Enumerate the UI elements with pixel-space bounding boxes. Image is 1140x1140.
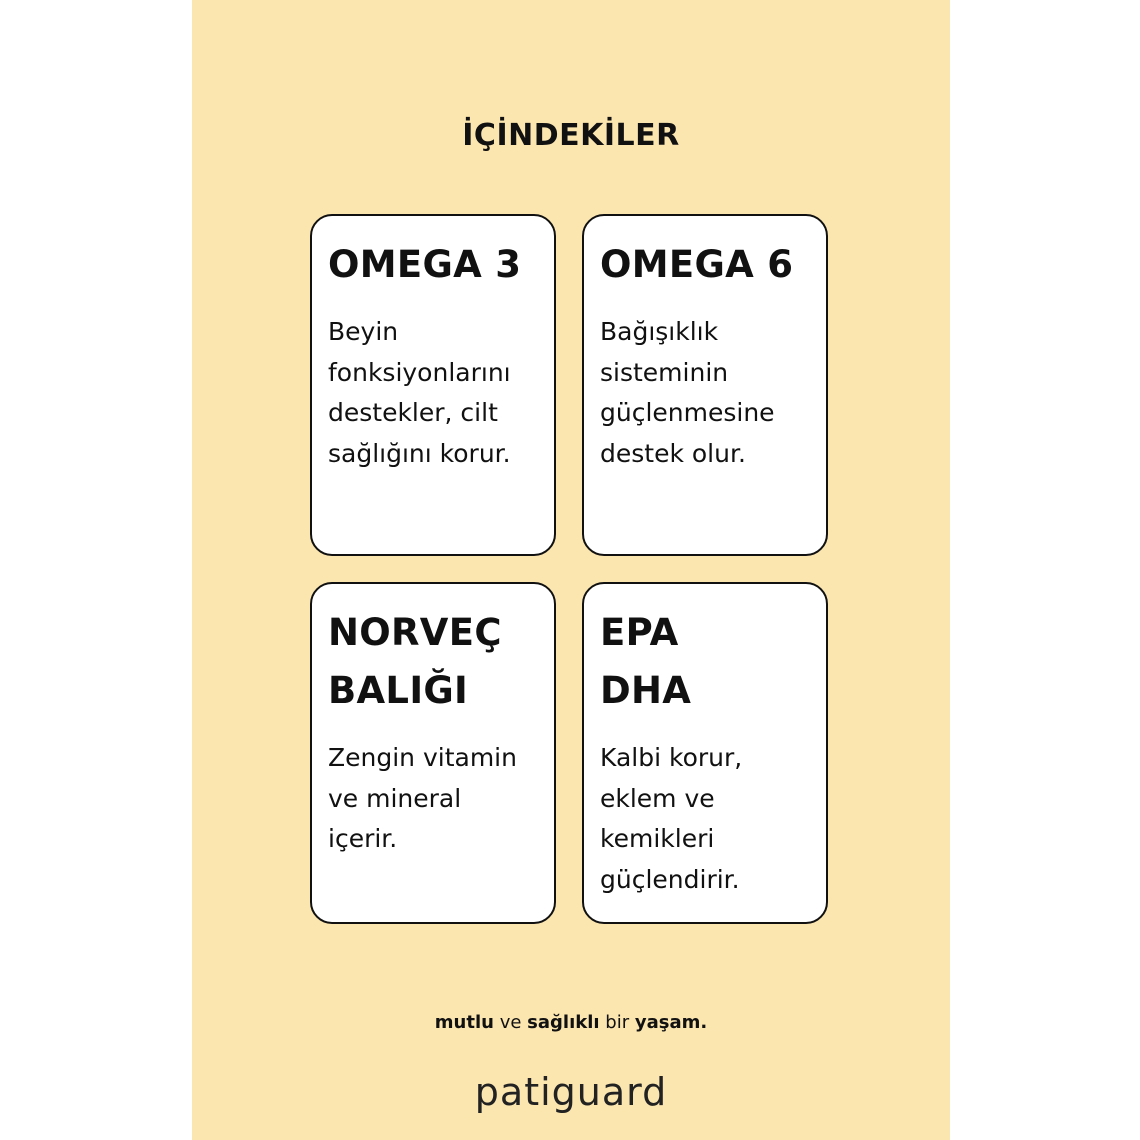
tagline-word: yaşam. — [634, 1012, 708, 1033]
ingredient-card-omega6 — [582, 214, 828, 556]
tagline — [192, 1012, 950, 1033]
brand-logo: patiguard — [474, 1070, 668, 1114]
card-title: OMEGA 3 — [328, 243, 522, 286]
card-title: NORVEÇ BALIĞI — [328, 611, 502, 712]
card-title: EPA DHA — [600, 611, 692, 712]
tagline-word: sağlıklı — [527, 1012, 600, 1033]
card-description: Kalbi korur, eklem ve kemikleri güçlendirir. — [600, 743, 743, 894]
tagline-word: bir — [605, 1012, 630, 1033]
card-description: Beyin fonksiyonlarını destekler, cilt sağlığını korur. — [328, 317, 511, 468]
ingredient-card-fish — [310, 582, 556, 924]
page-title: İÇİNDEKİLER — [462, 118, 680, 153]
background-panel — [192, 0, 950, 1140]
card-description: Zengin vitamin ve mineral içerir. — [328, 743, 517, 853]
tagline-word: ve — [499, 1012, 522, 1033]
card-title: OMEGA 6 — [600, 243, 794, 286]
ingredient-card-omega3 — [310, 214, 556, 556]
tagline-word: mutlu — [434, 1012, 494, 1033]
card-description: Bağışıklık sisteminin güçlenmesine destek olur. — [600, 317, 775, 468]
ingredient-card-epa-dha — [582, 582, 828, 924]
